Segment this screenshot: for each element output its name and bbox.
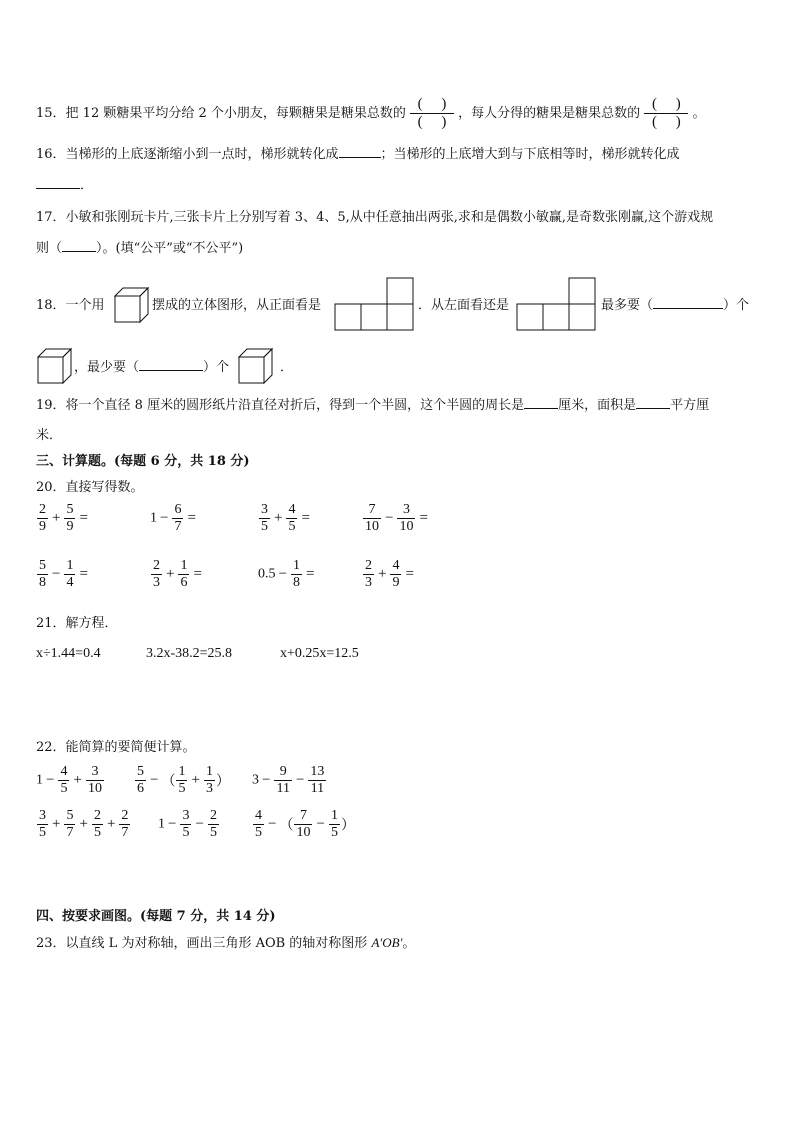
q22-expression-e3 bbox=[252, 764, 327, 797]
q20-expression bbox=[36, 502, 91, 535]
q16-blank-1[interactable] bbox=[339, 145, 381, 158]
fraction: $\frac{3}{5}$ bbox=[261, 502, 268, 534]
q23-figure-label: A′OB′ bbox=[371, 935, 403, 950]
operator: − bbox=[268, 816, 277, 832]
q15-text-b: ，每人分得的糖果是糖果总数的 bbox=[458, 106, 641, 121]
operator: + bbox=[52, 510, 61, 526]
parenthesis: ） bbox=[215, 774, 230, 790]
operator: + bbox=[106, 816, 116, 832]
fraction: $\frac{3}{5}$ bbox=[39, 808, 46, 840]
parenthesis: （ bbox=[161, 774, 176, 790]
q17-blank[interactable] bbox=[62, 239, 96, 252]
q22-expression-e2 bbox=[134, 764, 230, 797]
fraction: $\frac{4}{5}$ bbox=[255, 808, 262, 840]
fraction: $\frac{7}{10}$ bbox=[365, 502, 379, 534]
operator: − bbox=[150, 772, 159, 788]
lead-number: 0.5 bbox=[258, 566, 276, 582]
q17-line1: 17．小敏和张刚玩卡片,三张卡片上分别写着 3、4、5,从中任意抽出两张,求和是偶数小敏赢,是奇数张刚赢,这个游戏规 bbox=[36, 210, 714, 225]
q18-min: ，最少要（ ）个 bbox=[74, 360, 230, 375]
q22-expression-e1 bbox=[36, 764, 105, 797]
equals-sign: = bbox=[419, 510, 428, 526]
q19-line1: 19．将一个直径 8 厘米的圆形纸片沿直径对折后，得到一个半圆，这个半圆的周长是 厘米，面积是 平方厘 bbox=[36, 398, 710, 413]
fraction: $\frac{1}{3}$ bbox=[205, 764, 213, 796]
equals-sign: = bbox=[79, 566, 88, 582]
q21-eq2: 3.2x-38.2=25.8 bbox=[146, 646, 233, 661]
fraction: $\frac{6}{7}$ bbox=[174, 502, 182, 534]
q18-blank-min[interactable] bbox=[139, 358, 203, 371]
left-view-figure bbox=[516, 276, 598, 332]
q17-line2 bbox=[36, 239, 243, 259]
q20-expression bbox=[150, 502, 199, 535]
equals-sign: = bbox=[405, 566, 414, 582]
fraction: $\frac{2}{3}$ bbox=[153, 558, 160, 590]
lead-number: 1 bbox=[150, 510, 157, 526]
q22-expression-e5 bbox=[158, 808, 220, 841]
operator: − bbox=[295, 772, 305, 788]
operator: − bbox=[262, 772, 271, 788]
operator: + bbox=[378, 566, 387, 582]
lead-number: 1 bbox=[36, 772, 43, 788]
q18-max: 最多要（ ）个 bbox=[601, 298, 750, 313]
fraction: $\frac{2}{7}$ bbox=[121, 808, 129, 840]
equals-sign: = bbox=[305, 566, 315, 582]
q16-text-a: 16．当梯形的上底逐渐缩小到一点时，梯形就转化成 bbox=[36, 147, 339, 162]
q18-text-h: ． bbox=[280, 360, 294, 375]
q20-title: 20．直接写得数。 bbox=[36, 480, 144, 495]
operator: + bbox=[274, 510, 283, 526]
cube-icon bbox=[37, 348, 73, 384]
q21-eq3: x+0.25x=12.5 bbox=[280, 646, 359, 661]
q18-text-a: 18．一个用 bbox=[36, 298, 105, 313]
q17-text-a: 则（ bbox=[36, 241, 63, 256]
lead-number: 3 bbox=[252, 772, 259, 788]
lead-number: 1 bbox=[158, 816, 165, 832]
fraction: $\frac{3}{10}$ bbox=[87, 764, 102, 796]
q20-expression bbox=[150, 558, 205, 591]
fraction: $\frac{2}{9}$ bbox=[39, 502, 46, 534]
section3-title: 三、计算题。(每题 6 分，共 18 分) bbox=[36, 454, 250, 469]
fraction: $\frac{4}{9}$ bbox=[392, 558, 400, 590]
parenthesis: ） bbox=[340, 818, 355, 834]
operator: − bbox=[316, 816, 325, 832]
q22-expression-e6 bbox=[252, 808, 355, 841]
fraction: $\frac{1}{5}$ bbox=[330, 808, 338, 840]
fraction: $\frac{3}{5}$ bbox=[182, 808, 190, 840]
q15-blank-fraction-2[interactable]: $\frac{( )}{( )}$ bbox=[644, 96, 688, 131]
q15-blank-fraction-1[interactable]: $\frac{( )}{( )}$ bbox=[410, 96, 454, 131]
q20-expression bbox=[362, 502, 431, 535]
q15 bbox=[36, 96, 705, 131]
cube-icon bbox=[238, 348, 274, 384]
q19-blank-perimeter[interactable] bbox=[524, 396, 558, 409]
q18-text-b: 摆成的立体图形，从正面看是 bbox=[152, 298, 322, 313]
cube-icon bbox=[114, 287, 150, 323]
q22-title: 22．能简算的要简便计算。 bbox=[36, 740, 196, 755]
equals-sign: = bbox=[79, 510, 88, 526]
fraction: $\frac{1}{4}$ bbox=[66, 558, 74, 590]
q19-line2: 米． bbox=[36, 428, 63, 443]
operator: − bbox=[195, 816, 204, 832]
q16-text-c: ． bbox=[80, 178, 94, 193]
fraction: $\frac{4}{5}$ bbox=[288, 502, 296, 534]
q21-title: 21．解方程． bbox=[36, 616, 118, 631]
front-view-figure bbox=[334, 276, 414, 332]
operator: − bbox=[46, 772, 55, 788]
equals-sign: = bbox=[187, 510, 196, 526]
fraction: $\frac{9}{11}$ bbox=[276, 764, 290, 796]
fraction: $\frac{1}{8}$ bbox=[292, 558, 300, 590]
q15-text-c: 。 bbox=[692, 106, 706, 121]
fraction: $\frac{2}{5}$ bbox=[209, 808, 217, 840]
fraction: $\frac{2}{5}$ bbox=[93, 808, 101, 840]
q20-expression bbox=[362, 558, 417, 591]
operator: + bbox=[79, 816, 88, 832]
q16 bbox=[36, 145, 680, 165]
operator: − bbox=[160, 510, 169, 526]
fraction: $\frac{2}{3}$ bbox=[365, 558, 372, 590]
fraction: $\frac{3}{10}$ bbox=[399, 502, 414, 534]
q23: 23．以直线 L 为对称轴，画出三角形 AOB 的轴对称图形 A′OB′。 bbox=[36, 935, 416, 951]
fraction: $\frac{1}{6}$ bbox=[180, 558, 188, 590]
operator: + bbox=[166, 566, 175, 582]
q21-eq1: x÷1.44=0.4 bbox=[36, 646, 101, 661]
equals-sign: = bbox=[193, 566, 202, 582]
q22-expression-e4 bbox=[36, 808, 131, 841]
q17-text-b: ）。(填“公平”或“不公平”) bbox=[96, 241, 244, 256]
q20-expression bbox=[36, 558, 91, 591]
fraction: $\frac{4}{5}$ bbox=[60, 764, 68, 796]
operator: − bbox=[168, 816, 177, 832]
q19-blank-area[interactable] bbox=[636, 396, 670, 409]
q20-expression bbox=[258, 558, 317, 591]
fraction: $\frac{7}{10}$ bbox=[296, 808, 311, 840]
q15-text-a: 15．把 12 颗糖果平均分给 2 个小朋友，每颗糖果是糖果总数的 bbox=[36, 106, 406, 121]
fraction: $\frac{5}{8}$ bbox=[39, 558, 46, 590]
fraction: $\frac{5}{7}$ bbox=[66, 808, 74, 840]
q20-expression bbox=[258, 502, 313, 535]
q18-text-c: ．从左面看还是 bbox=[418, 298, 510, 313]
operator: − bbox=[52, 566, 61, 582]
fraction: $\frac{5}{6}$ bbox=[137, 764, 144, 796]
q16-text-b: ；当梯形的上底增大到与下底相等时，梯形就转化成 bbox=[380, 147, 680, 162]
q16-blank-2[interactable] bbox=[36, 176, 80, 189]
section4-title: 四、按要求画图。(每题 7 分，共 14 分) bbox=[36, 909, 276, 924]
operator: − bbox=[278, 566, 287, 582]
fraction: $\frac{13}{11}$ bbox=[310, 764, 325, 796]
fraction: $\frac{1}{5}$ bbox=[178, 764, 186, 796]
operator: + bbox=[52, 816, 61, 832]
q18-blank-max[interactable] bbox=[653, 296, 723, 309]
parenthesis: （ bbox=[279, 818, 294, 834]
operator: − bbox=[385, 510, 394, 526]
fraction: $\frac{5}{9}$ bbox=[66, 502, 74, 534]
q16-line2 bbox=[36, 176, 93, 196]
operator: + bbox=[191, 772, 200, 788]
equals-sign: = bbox=[301, 510, 310, 526]
operator: + bbox=[73, 772, 82, 788]
